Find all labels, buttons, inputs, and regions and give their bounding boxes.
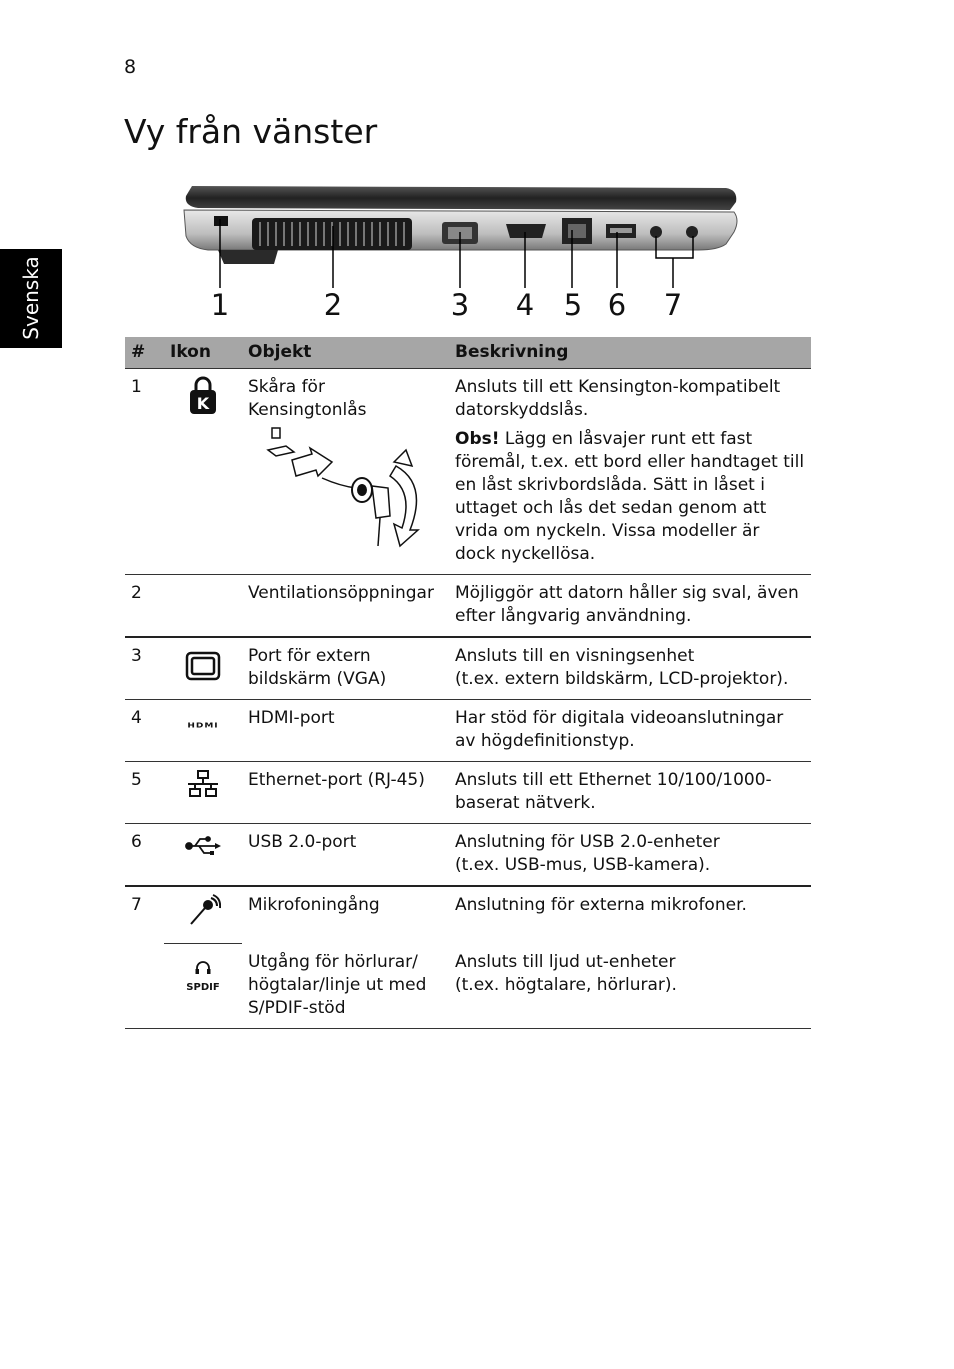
table-row [125,369,811,575]
row-icon-cell [164,886,242,944]
row-num: 4 [125,700,164,762]
note-text: Lägg en låsvajer runt ett fast föremål, t.ex. ett bord eller handtaget till en låst skrivbordslåda. Sätt in låset i uttaget och lås det sedan genom att vrida om nyckeln. Vissa modeller är dock nyckellösa. [455,429,805,564]
side-tab-label: Svenska [19,256,43,340]
header-object: Objekt [242,337,449,369]
row-num: 7 [131,895,142,915]
row-description-line1: Anslutning för USB 2.0-enheter [455,832,720,852]
spdif-icon: SPDIF [186,982,220,993]
row-object: Mikrofoningång [248,895,380,915]
svg-text:K: K [196,394,210,413]
table-header-row [125,337,811,369]
row-icon-cell [164,575,242,638]
header-description: Beskrivning [449,337,811,369]
row-icon-cell [164,637,242,700]
row-description: Anslutning för externa mikrofoner. [455,895,747,915]
row-description: Möjliggör att datorn håller sig sval, även efter långvarig användning. [449,575,811,638]
kensington-lock-icon [188,376,218,416]
header-num: # [125,337,164,369]
note-label: Obs! [455,429,500,449]
row-object: HDMI-port [242,700,449,762]
hdmi-port [506,224,546,238]
row-object: Utgång för hörlurar/ högtalar/linje ut med S/PDIF-stöd [242,944,449,1029]
table-row [125,575,811,638]
language-side-tab [0,249,62,348]
callout-label-4: 4 [515,288,535,322]
row-description-line1: Ansluts till ljud ut-enheter [455,951,676,972]
port-table [125,337,811,1029]
row-icon-cell [164,762,242,824]
row-num: 3 [125,637,164,700]
header-icon: Ikon [164,337,242,369]
table-row [125,886,811,944]
page-title: Vy från vänster [124,112,378,151]
row-num: 6 [125,824,164,887]
hdmi-icon: HDMI [187,722,219,731]
row-num: 5 [125,762,164,824]
table-row [125,700,811,762]
row-num [125,944,164,1029]
row-num: 1 [125,369,164,575]
row-object: USB 2.0-port [242,824,449,887]
row-description-line2: (t.ex. USB-mus, USB-kamera). [455,855,711,875]
vga-port [442,222,478,244]
vga-icon [185,651,221,681]
headphone-icon [193,959,213,975]
kensington-slot [214,216,228,226]
row-object: Ventilationsöppningar [242,575,449,638]
ventilation-grille [252,218,412,250]
row-num: 2 [125,575,164,638]
table-row [125,762,811,824]
row-icon-cell [164,700,242,762]
row-object: Port för extern bildskärm (VGA) [242,637,449,700]
row-note [455,428,805,566]
usb-port [606,224,636,238]
row-description-line2: (t.ex. extern bildskärm, LCD-projektor). [455,669,789,689]
callout-label-7: 7 [663,288,683,322]
row-description-line1: Ansluts till en visningsenhet [455,646,695,666]
callout-label-6: 6 [607,288,627,322]
ethernet-icon [186,769,220,799]
callout-label-1: 1 [210,288,230,322]
row-object: Skåra för Kensingtonlås [248,377,367,420]
row-description-cell [449,824,811,887]
row-icon-cell [164,824,242,887]
page-number: 8 [124,56,137,78]
lock-cable-illustration [260,426,430,551]
row-icon-cell [164,944,242,1029]
row-description: Ansluts till ett Kensington-kompatibelt datorskyddslås. [455,377,781,420]
table-row [125,637,811,700]
row-description-cell [449,944,811,1029]
row-description: Ansluts till ett Ethernet 10/100/1000-baserat nätverk. [449,762,811,824]
row-description-cell [449,637,811,700]
usb-icon [185,835,221,857]
table-row [125,944,811,1029]
microphone-icon [185,894,221,928]
ethernet-port [562,218,592,244]
row-description-cell [449,369,811,575]
table-row [125,824,811,887]
callout-label-2: 2 [323,288,343,322]
row-object-cell [242,369,449,575]
row-icon-cell [164,369,242,575]
row-object: Ethernet-port (RJ-45) [242,762,449,824]
callout-label-5: 5 [563,288,583,322]
callout-label-3: 3 [450,288,470,322]
row-description: Har stöd för digitala videoanslutningar av högdefinitionstyp. [449,700,811,762]
row-description-line2: (t.ex. högtalare, hörlurar). [455,974,677,995]
